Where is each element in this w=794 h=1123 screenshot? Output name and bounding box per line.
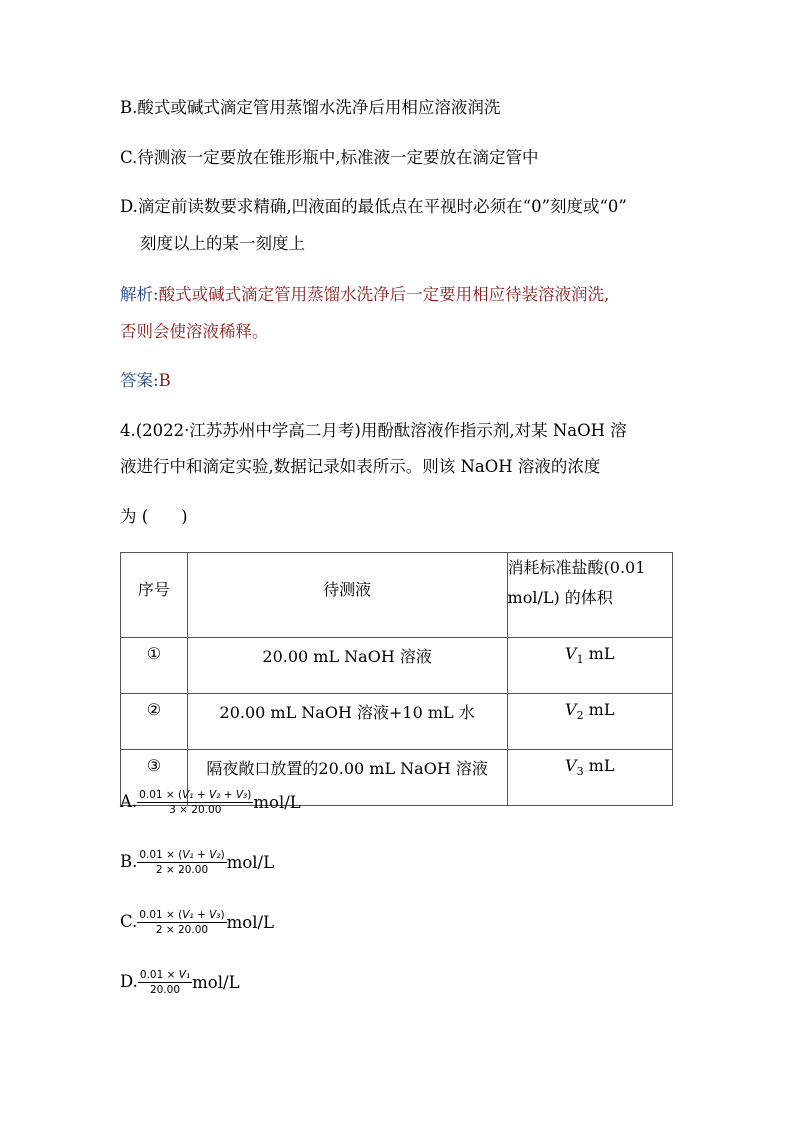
analysis-text-1: 酸式或碱式滴定管用蒸馏水洗净后一定要用相应待装溶液润洗, xyxy=(158,285,610,304)
header-no: 序号 xyxy=(121,553,188,638)
question-line3: 为 ( ) xyxy=(120,507,188,526)
data-table xyxy=(120,552,673,806)
option-c: C.待测液一定要放在锥形瓶中,标准液一定要放在滴定管中 xyxy=(120,148,539,167)
option-d-line1: D.滴定前读数要求精确,凹液面的最低点在平视时必须在“0”刻度或“0” xyxy=(120,197,627,216)
header-sample: 待测液 xyxy=(187,553,507,638)
header-volume: 消耗标准盐酸(0.01 mol/L) 的体积 xyxy=(507,553,672,638)
table-row: ① 20.00 mL NaOH 溶液 $V_1$ mL xyxy=(121,638,673,694)
table-row: ② 20.00 mL NaOH 溶液+10 mL 水 $V_2$ mL xyxy=(121,694,673,750)
question-line2: 液进行中和滴定实验,数据记录如表所示。则该 NaOH 溶液的浓度 xyxy=(120,457,601,476)
choice-b: B. $\frac{\text{0.01 × (V₁ + V₂)}}{2 \times 20.00}$ mol/L xyxy=(120,849,275,876)
choice-c: C. $\frac{\text{0.01 × (V₁ + V₃)}}{2 \times 20.00}$ mol/L xyxy=(120,909,274,936)
answer-line xyxy=(120,373,171,390)
option-b: B.酸式或碱式滴定管用蒸馏水洗净后用相应溶液润洗 xyxy=(120,98,501,117)
choice-a: A. $\frac{\text{0.01 × (V₁ + V₂ + V₃)}}{3 \times 20.00}$ mol/L xyxy=(120,789,301,816)
analysis-line2: 否则会使溶液稀释。 xyxy=(120,322,269,341)
table-row: ③ 隔夜敞口放置的20.00 mL NaOH 溶液 $V_3$ mL xyxy=(121,750,673,806)
option-d-line2: 刻度以上的某一刻度上 xyxy=(140,234,305,253)
analysis-label: 解析: xyxy=(120,285,159,304)
answer-label: 答案: xyxy=(120,371,159,390)
question-line1: 4.(2022·江苏苏州中学高二月考)用酚酞溶液作指示剂,对某 NaOH 溶 xyxy=(120,421,627,440)
choice-d: D. $\frac{\text{0.01 × V₁}}{20.00}$ mol/L xyxy=(120,969,240,996)
analysis-line1 xyxy=(120,287,609,304)
answer-value: B xyxy=(158,371,171,390)
table-header-row xyxy=(121,553,673,638)
